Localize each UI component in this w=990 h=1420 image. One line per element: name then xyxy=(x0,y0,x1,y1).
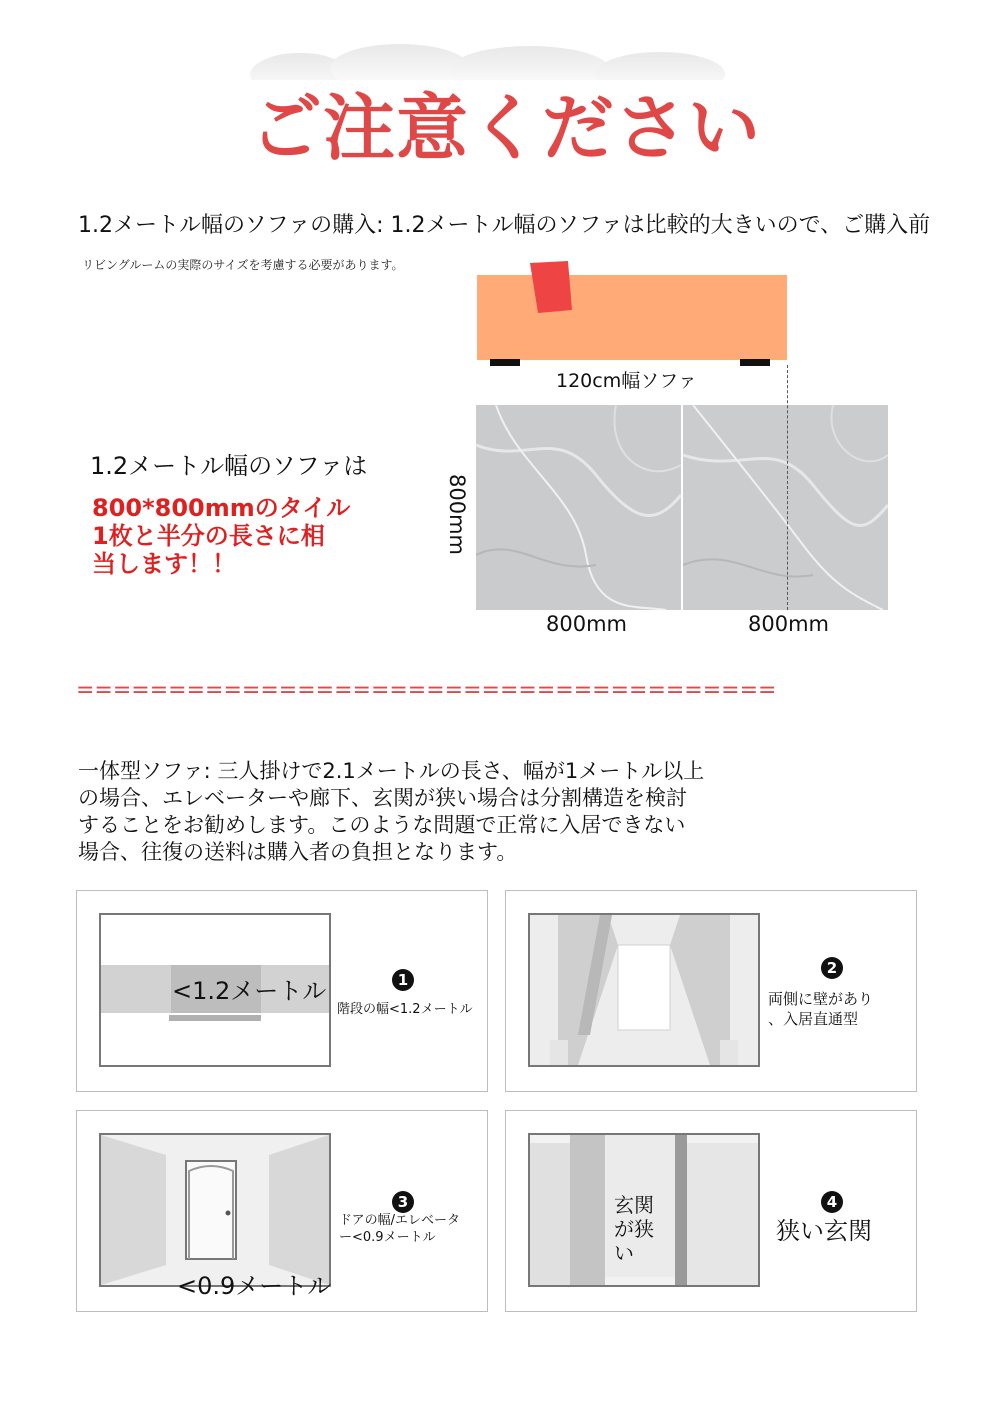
emphasis-line: 1枚と半分の長さに相 xyxy=(92,522,325,550)
caption-line: 、入居直通型 xyxy=(768,1010,859,1028)
card-number-badge: 4 xyxy=(821,1191,843,1213)
intro-line: 1.2メートル幅のソファの購入: 1.2メートル幅のソファは比較的大きいので、ご購入前 xyxy=(78,213,931,238)
tile-width-label: 800mm xyxy=(748,612,829,636)
page-title: ご注意ください xyxy=(250,86,762,170)
tile-width-label: 800mm xyxy=(546,612,627,636)
note-line: 一体型ソファ: 三人掛けで2.1メートルの長さ、幅が1メートル以上 xyxy=(78,759,705,783)
note-line: の場合、エレベーターや廊下、玄関が狭い場合は分割構造を検討 xyxy=(78,786,687,810)
caption-line: ー<0.9メートル xyxy=(339,1230,436,1245)
stairs-width-overlay: <1.2メートル xyxy=(172,977,327,1005)
card-number-badge: 3 xyxy=(392,1191,414,1213)
marble-tile xyxy=(683,405,888,610)
marble-tile xyxy=(476,405,681,610)
sofa-emphasis-text xyxy=(92,494,392,578)
entrance-overlay xyxy=(614,1193,654,1265)
emphasis-line: 800*800mmのタイル xyxy=(92,494,351,522)
card-corridor xyxy=(505,890,917,1092)
card-stairs xyxy=(76,890,488,1092)
section-divider: ====================================== xyxy=(76,680,777,702)
note-line: 場合、往復の送料は購入者の負担となります。 xyxy=(78,840,518,864)
card-caption xyxy=(768,989,873,1029)
sofa-illustration xyxy=(470,255,800,370)
overlay-line: 玄関 xyxy=(614,1193,654,1217)
sofa-body xyxy=(477,275,787,360)
overlay-line: が狭 xyxy=(614,1217,654,1241)
door-width-overlay: <0.9メートル xyxy=(177,1272,332,1300)
card-door xyxy=(76,1110,488,1312)
caption-line: ドアの幅/エレベータ xyxy=(339,1213,460,1228)
card-entrance xyxy=(505,1110,917,1312)
sofa-width-label: 120cm幅ソファ xyxy=(556,370,697,392)
sofa-leg-left xyxy=(490,359,520,366)
sofa-end-guide-line xyxy=(787,365,788,610)
emphasis-line: 当します！！ xyxy=(92,550,236,578)
card-caption: 階段の幅<1.2メートル xyxy=(337,1002,473,1017)
card-number-badge: 1 xyxy=(392,969,414,991)
card-number-badge: 2 xyxy=(821,957,843,979)
door-illustration xyxy=(99,1133,331,1287)
sofa-lead-text: 1.2メートル幅のソファは xyxy=(90,452,368,480)
caption-line: 両側に壁があり xyxy=(768,990,874,1008)
card-caption: 狭い玄関 xyxy=(776,1217,872,1245)
overlay-line: い xyxy=(614,1241,634,1265)
sofa-leg-right xyxy=(740,359,770,366)
corridor-illustration xyxy=(528,913,760,1067)
onepiece-sofa-note xyxy=(78,758,818,866)
note-line: することをお勧めします。このような問題で正常に入居できない xyxy=(78,813,686,837)
tile-height-label: 800mm xyxy=(445,474,469,555)
card-caption xyxy=(339,1212,460,1246)
intro-subline: リビングルームの実際のサイズを考慮する必要があります。 xyxy=(82,258,404,272)
